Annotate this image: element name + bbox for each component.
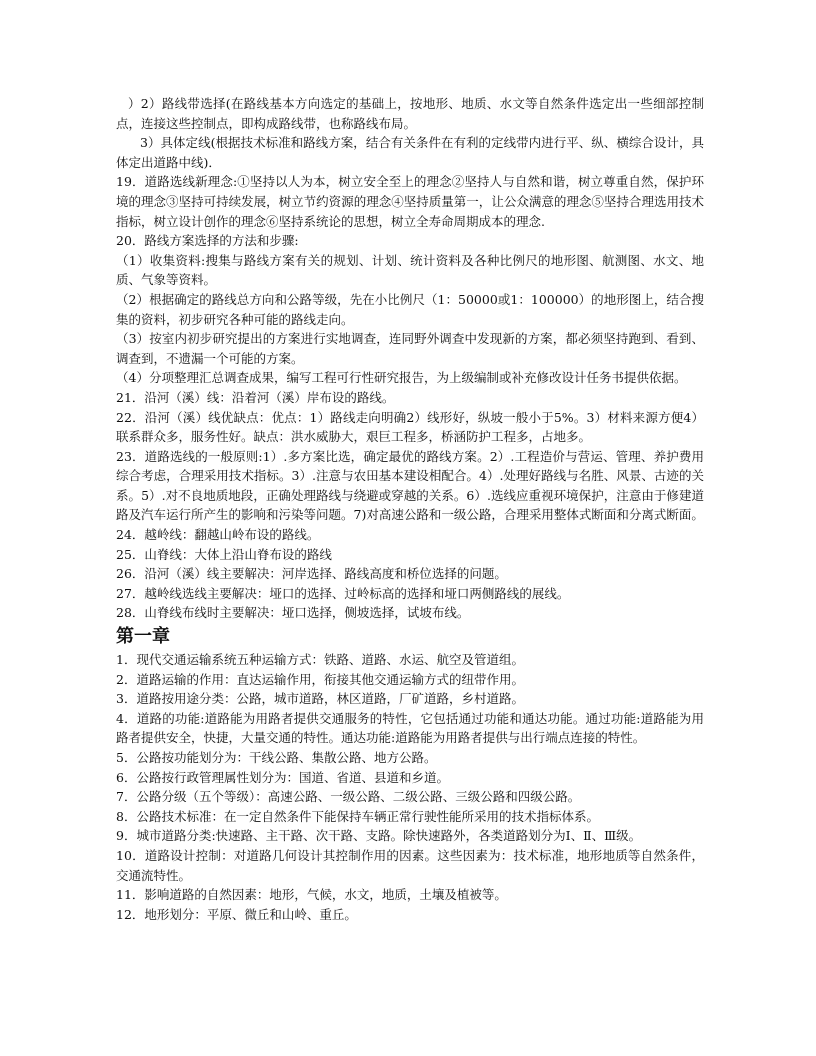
chapter-heading: 第一章 [116,626,170,648]
paragraph: （3）按室内初步研究提出的方案进行实地调查，连同野外调查中发现新的方案，都必须坚持跑到、看到、调查到，不遗漏一个可能的方案。 [116,331,704,366]
document-page [116,94,704,924]
paragraph: 3）具体定线(根据技术标准和路线方案，结合有关条件在有利的定线带内进行平、纵、横综合设计，具体定出道路中线)． [116,135,704,170]
paragraph: 4．道路的功能:道路能为用路者提供交通服务的特性，它包括通过功能和通达功能。通过功能:道路能为用路者提供安全，快捷，大量交通的特性。通达功能:道路能为用路者提供与出行端点连接的特性。 [116,710,704,746]
paragraph: 19．道路选线新理念:①坚持以人为本，树立安全至上的理念②坚持人与自然和谐，树立尊重自然，保护环境的理念③坚持可持续发展，树立节约资源的理念④坚持质量第一，让公众满意的理念⑤坚持合理选用技术指标，树立设计创作的理念⑥坚持系统论的思想，树立全寿命周期成本的理念. [116,174,704,229]
paragraph: ）2）路线带选择(在路线基本方向选定的基础上，按地形、地质、水文等自然条件选定出一些细部控制点，连接这些控制点，即构成路线带，也称路线布局。 [116,96,704,131]
paragraph: 23．道路选线的一般原则:1）.多方案比选，确定最优的路线方案。2）.工程造价与营运、管理、养护费用综合考虑，合理采用技术指标。3）.注意与农田基本建设相配合。4）.处理好路线与名胜、风景、古迹的关系。5）.对不良地质地段，正确处理路线与绕避或穿越的关系。6）.选线应重视环境保护，注意由于修建道路及汽车运行所产生的影响和污染等问题。7)对高速公路和一级公路，合理采用整体式断面和分离式断面。 [116,448,704,523]
paragraph: 22．沿河（溪）线优缺点：优点：1）路线走向明确2）线形好，纵坡一般小于5%。3）材料来源方便4）联系群众多，服务性好。缺点：洪水威胁大，艰巨工程多，桥涵防护工程多，占地多。 [116,409,704,445]
paragraph: 26．沿河（溪）线主要解决：河岸选择、路线高度和桥位选择的问题。 [116,566,507,582]
paragraph: 24．越岭线：翻越山岭布设的路线。 [116,527,320,543]
paragraph: 25．山脊线：大体上沿山脊布设的路线 [116,546,332,562]
paragraph: 5．公路按功能划分为：干线公路、集散公路、地方公路。 [116,750,437,765]
paragraph: 8．公路技术标准：在一定自然条件下能保持车辆正常行驶性能所采用的技术指标体系。 [116,808,599,824]
paragraph: 2．道路运输的作用：直达运输作用，衔接其他交通运输方式的纽带作用。 [116,671,524,687]
paragraph: （4）分项整理汇总调查成果，编写工程可行性研究报告，为上级编制或补充修改设计任务书提供依据。 [116,370,687,386]
paragraph: （1）收集资料:搜集与路线方案有关的规划、计划、统计资料及各种比例尺的地形图、航测图、水文、地质、气象等资料。 [116,252,704,288]
paragraph: 10．道路设计控制：对道路几何设计其控制作用的因素。这些因素为：技术标准，地形地质等自然条件，交通流特性。 [116,847,704,883]
paragraph: 11．影响道路的自然因素：地形，气候，水文，地质，土壤及植被等。 [116,887,507,903]
paragraph: 6．公路按行政管理属性划分为：国道、省道、县道和乡道。 [116,769,449,785]
paragraph: 20．路线方案选择的方法和步骤: [116,233,299,249]
paragraph: 12．地形划分：平原、微丘和山岭、重丘。 [116,906,357,922]
paragraph: 27．越岭线选线主要解决：垭口的选择、过岭标高的选择和垭口两侧路线的展线。 [116,585,570,601]
paragraph: 7．公路分级（五个等级）：高速公路、一级公路、二级公路、三级公路和四级公路。 [116,789,581,805]
paragraph: 1．现代交通运输系统五种运输方式：铁路、道路、水运、航空及管道组。 [116,652,524,668]
paragraph: 28．山脊线布线时主要解决：垭口选择，侧坡选择，试坡布线。 [116,605,470,621]
paragraph: 21．沿河（溪）线：沿着河（溪）岸布设的路线。 [116,389,395,405]
paragraph: （2）根据确定的路线总方向和公路等级，先在小比例尺（1：50000或1：100000）的地形图上，结合搜集的资料，初步研究各种可能的路线走向。 [116,291,704,327]
paragraph: 9．城市道路分类:快速路、主干路、次干路、支路。除快速路外，各类道路划分为Ⅰ、Ⅱ、Ⅲ级。 [116,828,642,844]
paragraph: 3．道路按用途分类：公路，城市道路，林区道路，厂矿道路，乡村道路。 [116,691,524,707]
